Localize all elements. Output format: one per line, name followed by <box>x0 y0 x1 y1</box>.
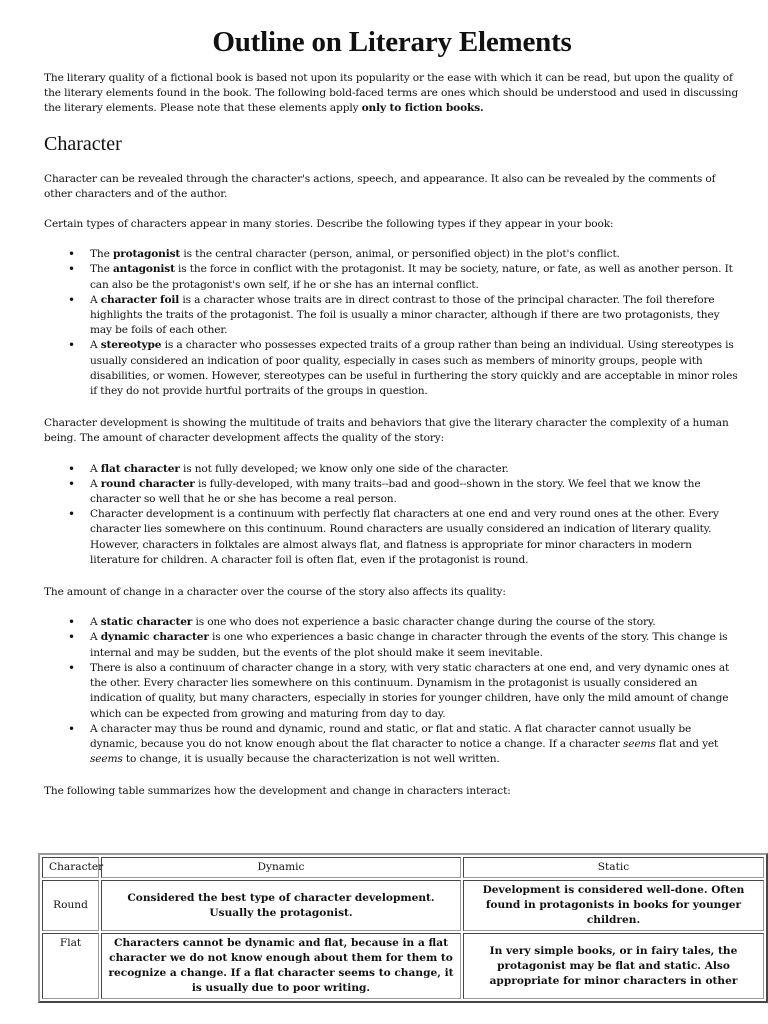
paragraph-character-change: The amount of change in a character over the course of the story also affects its quality: <box>44 586 506 599</box>
character-development-list <box>44 462 740 568</box>
paragraph-character-revealed: Character can be revealed through the character's actions, speech, and appearance. It also can be revealed by the comments of other characters and of the author. <box>44 172 716 200</box>
list-item: • The antagonist is the force in conflict with the protagonist. It may be society, nature, or fate, as well as another person. It can also be the protagonist's own self, if he or she has an internal conflict. <box>90 262 740 292</box>
term-stereotype: stereotype <box>100 339 162 352</box>
table-row <box>42 933 764 999</box>
paragraph-character-types: Certain types of characters appear in many stories. Describe the following types if they appear in your book: <box>44 218 614 231</box>
table-header-static: Static <box>463 857 764 878</box>
list-item: • The protagonist is the central character (person, animal, or personified object) in the plot's conflict. <box>90 247 740 262</box>
list-item: • A static character is one who does not experience a basic character change during the course of the story. <box>90 615 740 630</box>
intro-bold-text: only to fiction books. <box>361 102 484 115</box>
term-character-foil: character foil <box>100 293 180 306</box>
character-types-list <box>44 247 740 399</box>
table-cell: Considered the best type of character development. Usually the protagonist. <box>101 880 461 931</box>
list-item: • A dynamic character is one who experiences a basic change in character through the events of the story. This change is internal and may be sudden, but the events of the plot should make it seem inevitable. <box>90 630 740 660</box>
table-row-label: Flat <box>42 933 99 999</box>
table-row <box>42 880 764 931</box>
list-item: • A stereotype is a character who possesses expected traits of a group rather than being an individual. Using stereotypes is usually considered an indication of poor quality, especially in cases such as members of minority groups, people with disabilities, or women. However, stereotypes can be useful in furthering the story quickly and are acceptable in minor roles if they do not provide hurtful portraits of the groups in question. <box>90 338 740 399</box>
table-cell: Development is considered well-done. Often found in protagonists in books for younger children. <box>463 880 764 931</box>
list-item: • A character may thus be round and dynamic, round and static, or flat and static. A flat character cannot usually be dynamic, because you do not know enough about the flat character to notice a change. If a character seems flat and yet seems to change, it is usually because the characterization is not well written. <box>90 722 740 768</box>
summary-table <box>38 853 768 1003</box>
table-cell: Characters cannot be dynamic and flat, because in a flat character we do not know enough about them for them to recognize a change. If a flat character seems to change, it is usually due to poor writing. <box>101 933 461 999</box>
character-change-list <box>44 615 740 767</box>
paragraph-character-development: Character development is showing the multitude of traits and behaviors that give the literary character the complexity of a human being. The amount of character development affects the quality of the story: <box>44 417 729 445</box>
page-title: Outline on Literary Elements <box>212 26 572 58</box>
list-item: • There is also a continuum of character change in a story, with very static characters at one end, and very dynamic ones at the other. Every character lies somewhere on this continuum. Dynamism in the protagonist is usually considered an indication of quality, but many characters, especially in stories for younger children, have only the mild amount of change which can be expected from growing and maturing from day to day. <box>90 661 740 722</box>
list-item: • A round character is fully-developed, with many traits--bad and good--shown in the story. We feel that we know the character so well that he or she has become a real person. <box>90 477 740 507</box>
list-item: • A character foil is a character whose traits are in direct contrast to those of the principal character. The foil therefore highlights the traits of the protagonist. The foil is usually a minor character, although if there are two protagonists, they may be foils of each other. <box>90 293 740 339</box>
term-static-character: static character <box>100 616 193 629</box>
table-cell: In very simple books, or in fairy tales, the protagonist may be flat and static. Also appropriate for minor characters in other <box>463 933 764 999</box>
list-item: • Character development is a continuum with perfectly flat characters at one end and very round ones at the other. Every character lies somewhere on this continuum. Round characters are usually considered an indication of literary quality. However, characters in folktales are almost always flat, and flatness is appropriate for minor characters in modern literature for children. A character foil is often flat, even if the protagonist is round. <box>90 507 740 568</box>
table-row-label: Round <box>42 880 99 931</box>
table-header-row <box>42 857 764 878</box>
paragraph-table-intro: The following table summarizes how the development and change in characters interact: <box>44 785 511 798</box>
intro-text: The literary quality of a fictional book is based not upon its popularity or the ease with which it can be read, but upon the quality of the literary elements found in the book. The following bold-faced terms are ones which should be understood and used in discussing the literary elements. Please note that these elements apply <box>44 72 739 115</box>
intro-paragraph <box>44 71 740 117</box>
term-round-character: round character <box>100 477 195 490</box>
term-dynamic-character: dynamic character <box>100 631 209 644</box>
table-header-dynamic: Dynamic <box>101 857 461 878</box>
document-page <box>44 0 740 815</box>
term-protagonist: protagonist <box>112 248 181 261</box>
table-header-character: Character <box>42 857 99 878</box>
term-flat-character: flat character <box>100 462 180 475</box>
term-antagonist: antagonist <box>112 263 175 276</box>
section-heading-character: Character <box>44 132 122 155</box>
list-item: • A flat character is not fully developed; we know only one side of the character. <box>90 462 740 477</box>
